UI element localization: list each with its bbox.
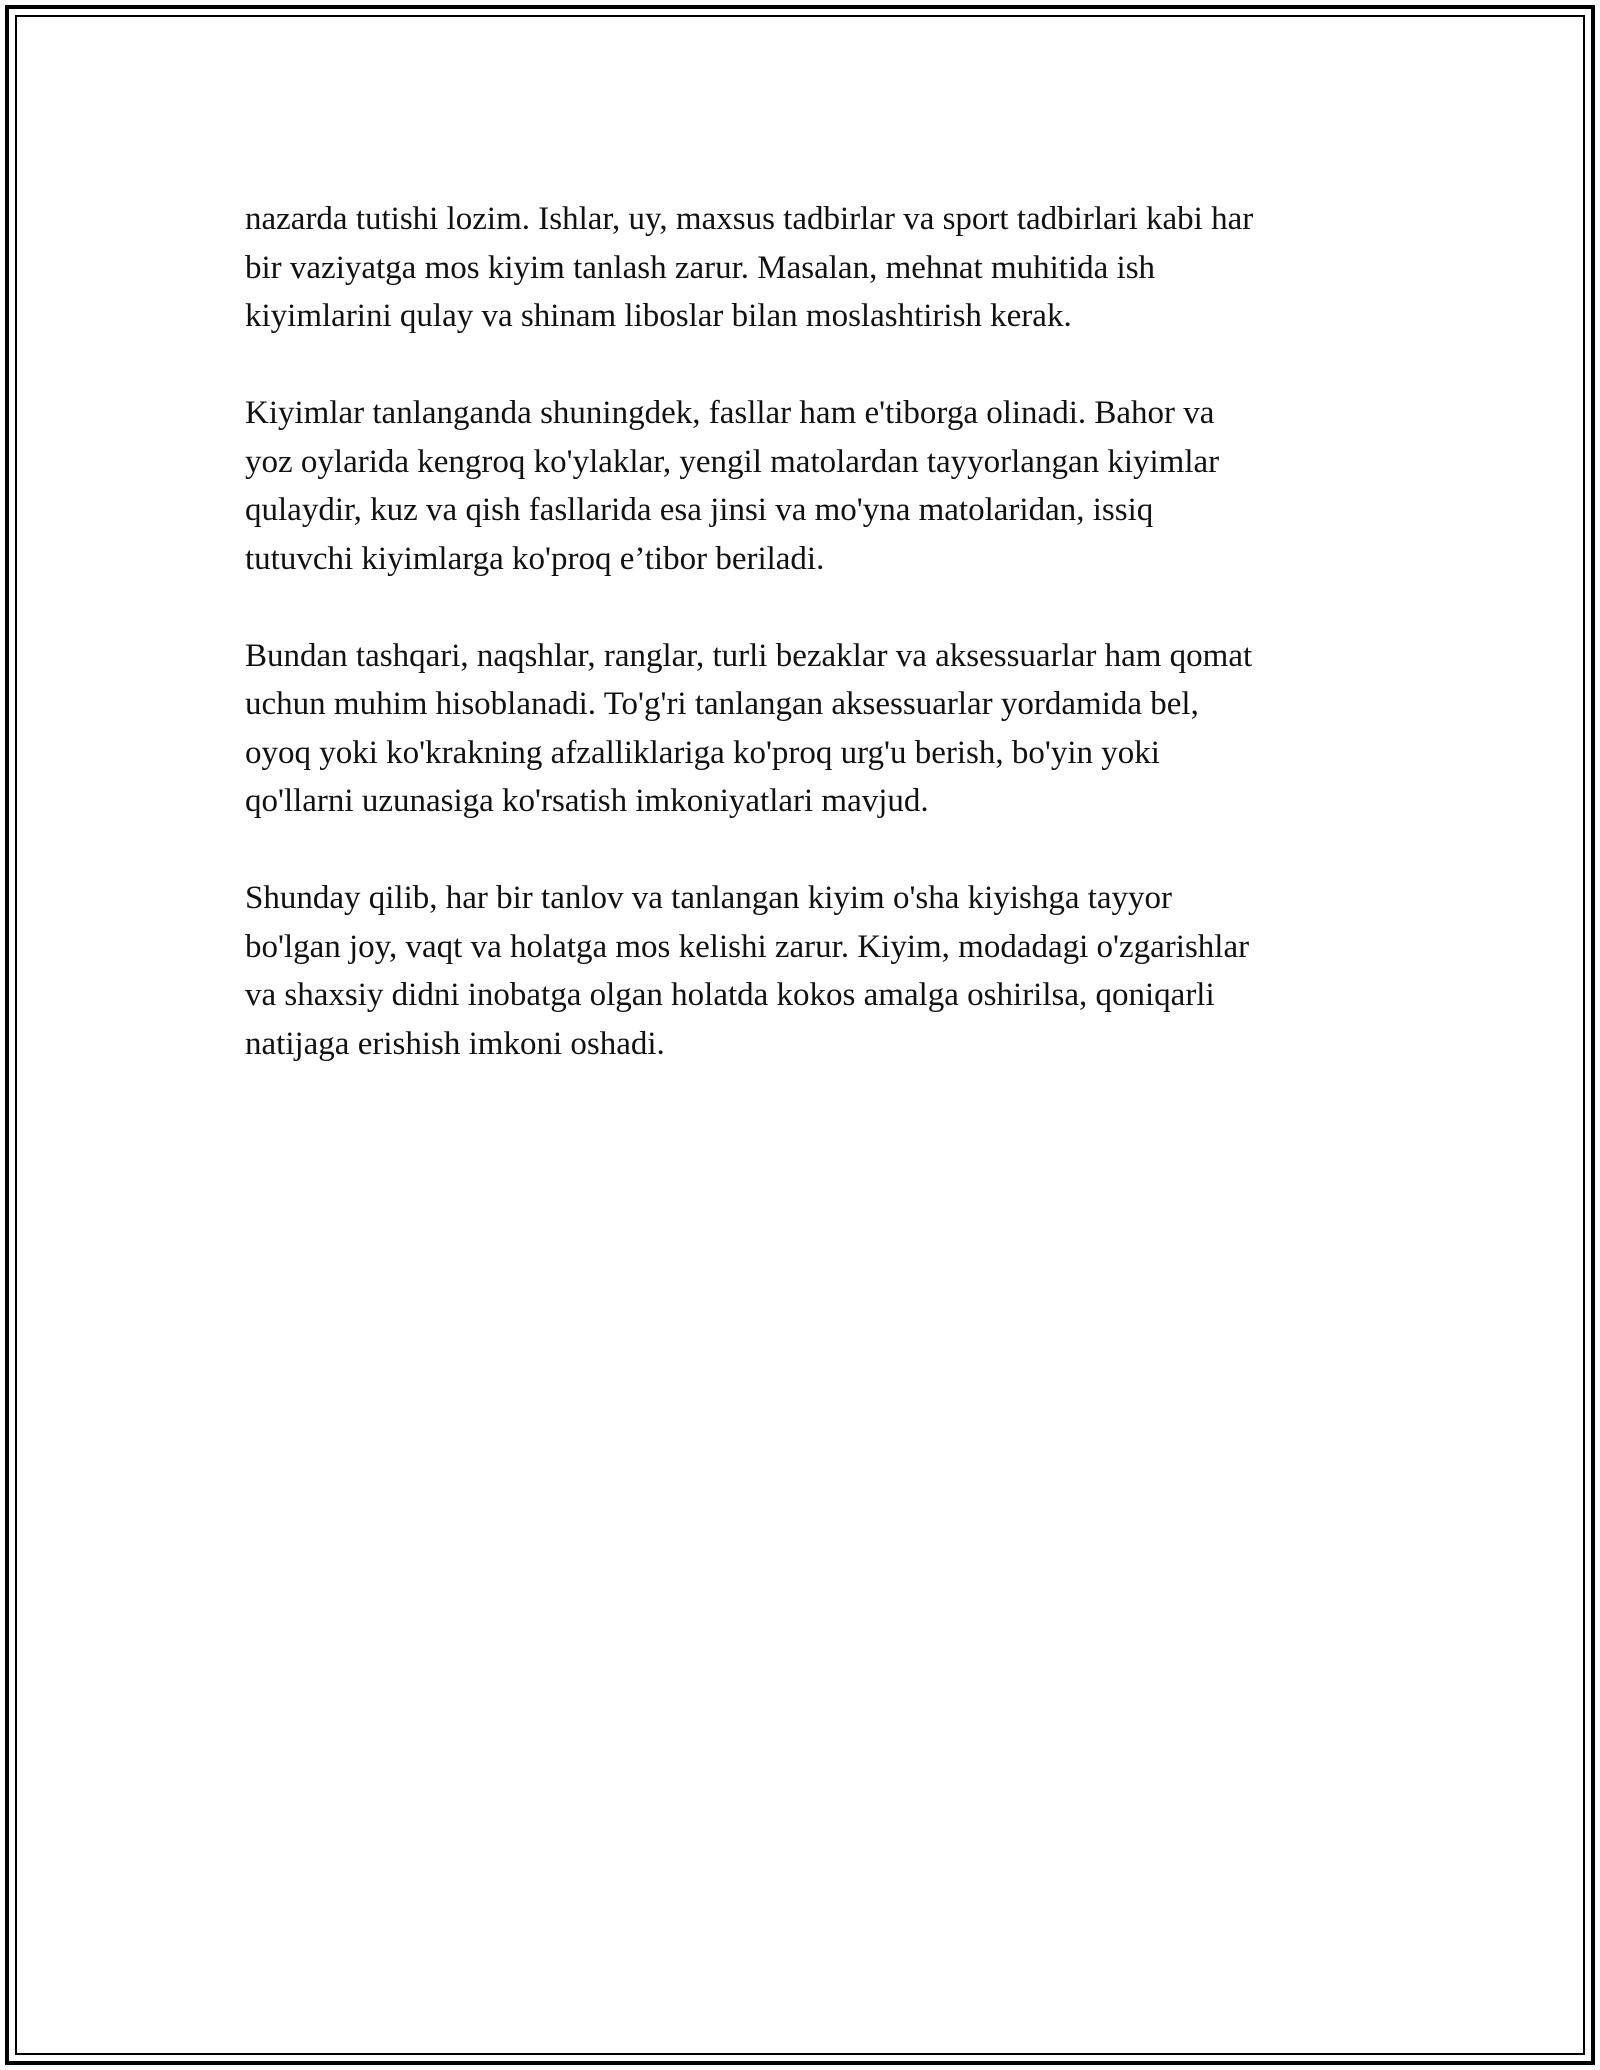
paragraph-4: Shunday qilib, har bir tanlov va tanlangan kiyim o'sha kiyishga tayyor bo'lgan joy, vaqt va holatga mos kelishi zarur. Kiyim, modadagi o'zgarishlar va shaxsiy didni inobatga olgan holatda kokos amalga oshirilsa, qoniqarli natijaga erishish imkoni oshadi. bbox=[245, 880, 1250, 1062]
page-frame bbox=[5, 5, 1595, 2065]
document-body bbox=[245, 195, 1385, 1117]
paragraph-3: Bundan tashqari, naqshlar, ranglar, turli bezaklar va aksessuarlar ham qomat uchun muhim hisoblanadi. To'g'ri tanlangan aksessuarlar yordamida bel, oyoq yoki ko'krakning afzalliklariga ko'proq urg'u berish, bo'yin yoki qo'llarni uzunasiga ko'rsatish imkoniyatlari mavjud. bbox=[245, 637, 1253, 819]
paragraph-1: nazarda tutishi lozim. Ishlar, uy, maxsus tadbirlar va sport tadbirlari kabi har bir vaziyatga mos kiyim tanlash zarur. Masalan, mehnat muhitida ish kiyimlarini qulay va shinam liboslar bilan moslashtirish kerak. bbox=[245, 201, 1254, 334]
paragraph-2: Kiyimlar tanlanganda shuningdek, fasllar ham e'tiborga olinadi. Bahor va yoz oylarida kengroq ko'ylaklar, yengil matolardan tayyorlangan kiyimlar qulaydir, kuz va qish fasllarida esa jinsi va mo'yna matolaridan, issiq tutuvchi kiyimlarga ko'proq e’tibor beriladi. bbox=[245, 395, 1220, 577]
